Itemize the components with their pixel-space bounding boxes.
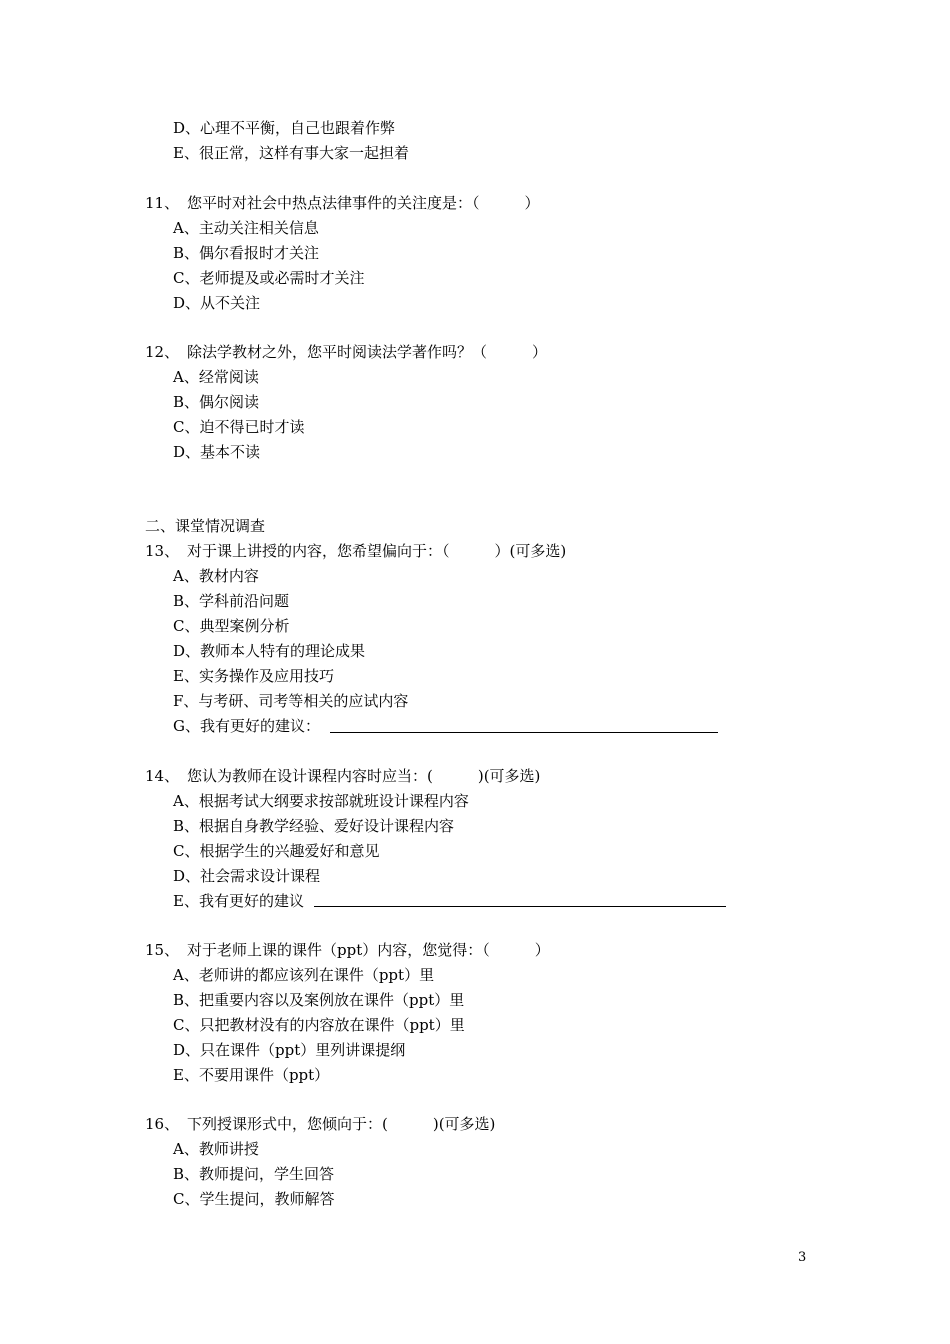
question-15 <box>145 940 550 960</box>
q13-suggestion-blank[interactable] <box>330 732 718 733</box>
q16-option-a: A、教师讲授 <box>173 1140 259 1158</box>
question-13 <box>145 541 566 561</box>
question-12 <box>145 342 547 362</box>
question-11 <box>145 193 540 213</box>
section-title: 二、课堂情况调查 <box>145 517 266 535</box>
q13-option-c: C、典型案例分析 <box>173 617 290 635</box>
q13-option-e: E、实务操作及应用技巧 <box>173 667 334 685</box>
question-16 <box>145 1114 495 1134</box>
q15-option-b: B、把重要内容以及案例放在课件（ppt）里 <box>173 991 465 1009</box>
q15-option-e: E、不要用课件（ppt） <box>173 1066 330 1084</box>
q15-option-d: D、只在课件（ppt）里列讲课提纲 <box>173 1041 406 1059</box>
q14-option-c: C、根据学生的兴趣爱好和意见 <box>173 842 380 860</box>
q13-option-d: D、教师本人特有的理论成果 <box>173 642 366 660</box>
page-number: 3 <box>798 1250 807 1265</box>
question-15-text: 对于老师上课的课件（ppt）内容，您觉得：（ ） <box>187 941 550 959</box>
question-13-text: 对于课上讲授的内容，您希望偏向于：（ ）(可多选) <box>187 542 567 560</box>
q10-option-d: D、心理不平衡，自己也跟着作弊 <box>173 119 396 137</box>
q13-option-g: G、我有更好的建议： <box>173 717 320 735</box>
q11-option-a: A、主动关注相关信息 <box>173 219 319 237</box>
question-15-number: 15、 <box>145 941 180 959</box>
q15-option-a: A、老师讲的都应该列在课件（ppt）里 <box>173 966 435 984</box>
question-12-text: 除法学教材之外，您平时阅读法学著作吗？（ ） <box>187 343 548 361</box>
question-11-number: 11、 <box>145 194 180 212</box>
question-16-text: 下列授课形式中，您倾向于：( )(可多选) <box>187 1115 496 1133</box>
question-14-text: 您认为教师在设计课程内容时应当：( )(可多选) <box>187 767 541 785</box>
q15-option-c: C、只把教材没有的内容放在课件（ppt）里 <box>173 1016 465 1034</box>
q10-option-e: E、很正常，这样有事大家一起担着 <box>173 144 409 162</box>
q14-suggestion-blank[interactable] <box>314 906 726 907</box>
q16-option-b: B、教师提问，学生回答 <box>173 1165 335 1183</box>
q14-option-a: A、根据考试大纲要求按部就班设计课程内容 <box>173 792 469 810</box>
q14-option-b: B、根据自身教学经验、爱好设计课程内容 <box>173 817 455 835</box>
question-14 <box>145 766 540 786</box>
q12-option-d: D、基本不读 <box>173 443 261 461</box>
q14-option-d: D、社会需求设计课程 <box>173 867 321 885</box>
question-14-number: 14、 <box>145 767 180 785</box>
q14-option-e: E、我有更好的建议 <box>173 892 304 910</box>
q12-option-c: C、迫不得已时才读 <box>173 418 305 436</box>
q12-option-b: B、偶尔阅读 <box>173 393 260 411</box>
q12-option-a: A、经常阅读 <box>173 368 259 386</box>
question-13-number: 13、 <box>145 542 180 560</box>
q13-option-a: A、教材内容 <box>173 567 259 585</box>
question-12-number: 12、 <box>145 343 180 361</box>
question-11-text: 您平时对社会中热点法律事件的关注度是：（ ） <box>187 194 540 212</box>
q11-option-d: D、从不关注 <box>173 294 261 312</box>
q16-option-c: C、学生提问，教师解答 <box>173 1190 335 1208</box>
q11-option-c: C、老师提及或必需时才关注 <box>173 269 365 287</box>
q11-option-b: B、偶尔看报时才关注 <box>173 244 320 262</box>
question-16-number: 16、 <box>145 1115 180 1133</box>
q13-option-b: B、学科前沿问题 <box>173 592 290 610</box>
q13-option-f: F、与考研、司考等相关的应试内容 <box>173 692 409 710</box>
